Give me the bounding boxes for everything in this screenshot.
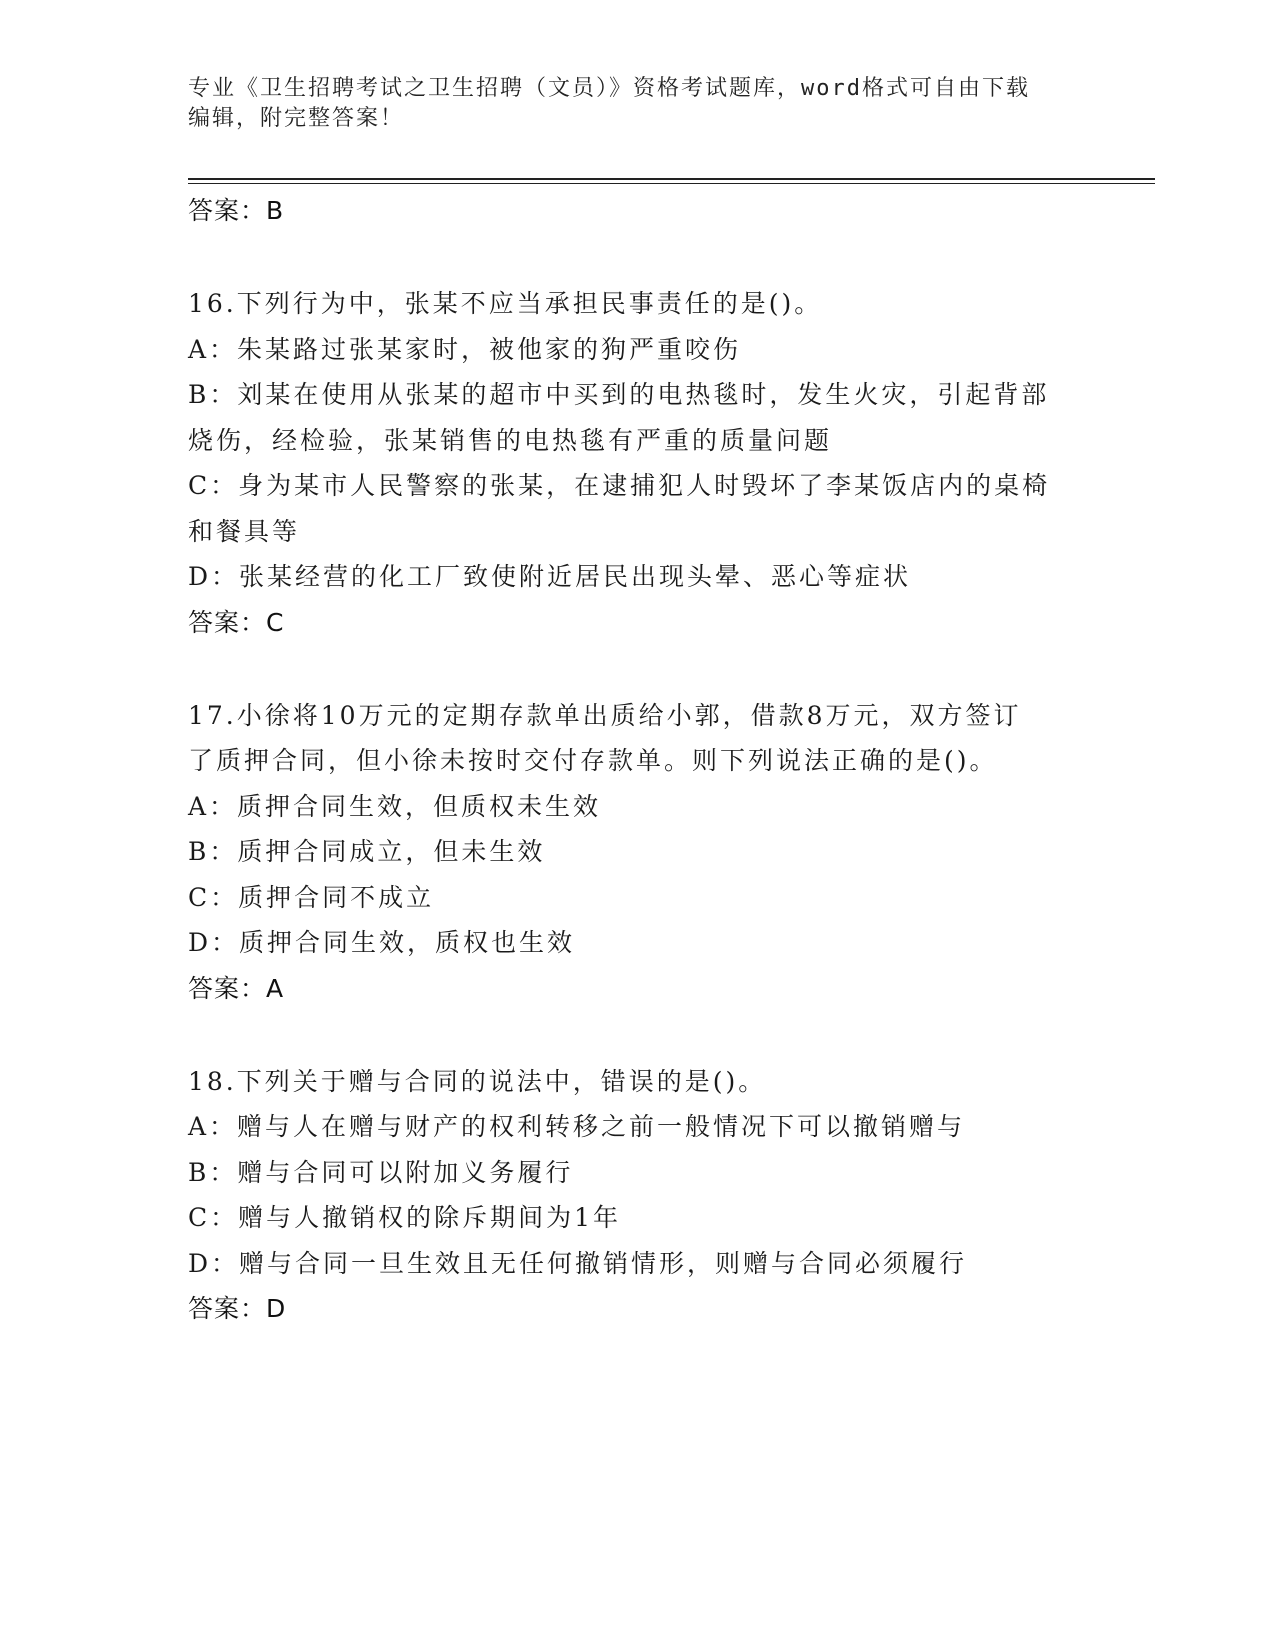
question-stem: 16.下列行为中，张某不应当承担民事责任的是()。	[188, 289, 823, 318]
document-header	[188, 74, 1088, 134]
document-body	[188, 187, 1148, 1332]
option-b: B：赠与合同可以附加义务履行	[188, 1157, 574, 1187]
header-divider-thick	[188, 178, 1155, 180]
answer: 答案：D	[188, 1294, 287, 1323]
option-d: D：质押合同生效，质权也生效	[188, 928, 576, 957]
option-b-line-2: 烧伤，经检验，张某销售的电热毯有严重的质量问题	[188, 425, 833, 455]
question-16	[188, 281, 1148, 646]
option-a: A：朱某路过张某家时，被他家的狗严重咬伤	[188, 334, 742, 364]
option-b-line-1: B：刘某在使用从张某的超市中买到的电热毯时，发生火灾，引起背部	[188, 380, 1050, 409]
option-c: C：质押合同不成立	[188, 882, 435, 912]
header-line-2: 编辑，附完整答案！	[188, 106, 405, 131]
answer: 答案：C	[188, 607, 285, 637]
option-b: B：质押合同成立，但未生效	[188, 837, 546, 866]
previous-answer: 答案：B	[188, 196, 285, 225]
option-c: C：赠与人撤销权的除斥期间为1年	[188, 1203, 622, 1232]
option-d: D：赠与合同一旦生效且无任何撤销情形，则赠与合同必须履行	[188, 1248, 968, 1278]
question-stem-line-2: 了质押合同，但小徐未按时交付存款单。则下列说法正确的是()。	[188, 746, 998, 775]
question-stem: 18.下列关于赠与合同的说法中，错误的是()。	[188, 1066, 767, 1096]
question-stem-line-1: 17.小徐将10万元的定期存款单出质给小郭，借款8万元，双方签订	[188, 700, 1022, 730]
header-divider-thin	[188, 183, 1155, 184]
question-18	[188, 1059, 1148, 1333]
option-c-line-1: C：身为某市人民警察的张某，在逮捕犯人时毁坏了李某饭店内的桌椅	[188, 471, 1051, 500]
header-line-1: 专业《卫生招聘考试之卫生招聘（文员）》资格考试题库，word格式可自由下载	[188, 76, 1030, 101]
question-17	[188, 693, 1148, 1012]
answer: 答案：A	[188, 973, 285, 1003]
option-c-line-2: 和餐具等	[188, 516, 301, 546]
option-d: D：张某经营的化工厂致使附近居民出现头晕、恶心等症状	[188, 562, 912, 591]
option-a: A：赠与人在赠与财产的权利转移之前一般情况下可以撤销赠与	[188, 1112, 966, 1141]
option-a: A：质押合同生效，但质权未生效	[188, 791, 602, 821]
